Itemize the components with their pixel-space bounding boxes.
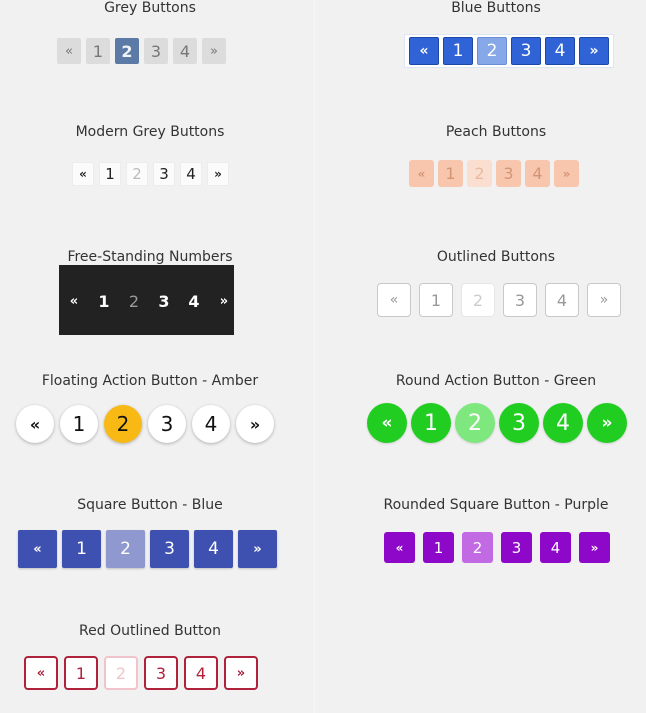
pagination bbox=[24, 656, 264, 690]
next-button[interactable]: » bbox=[236, 405, 274, 443]
page-button-1[interactable]: 1 bbox=[99, 162, 121, 186]
prev-button[interactable]: « bbox=[16, 405, 54, 443]
page-button-2-active[interactable]: 2 bbox=[461, 283, 495, 317]
next-button[interactable]: » bbox=[238, 530, 277, 568]
page-button-4[interactable]: 4 bbox=[192, 405, 230, 443]
page-button-4[interactable]: 4 bbox=[545, 37, 575, 65]
section-title: Floating Action Button - Amber bbox=[41, 373, 259, 389]
section-title: Free-Standing Numbers bbox=[67, 249, 233, 265]
blue-buttons-section bbox=[346, 0, 646, 75]
page-button-2-active[interactable]: 2 bbox=[104, 656, 138, 690]
pagination bbox=[409, 160, 583, 187]
prev-button[interactable]: « bbox=[24, 656, 58, 690]
modern-grey-buttons-section bbox=[0, 124, 300, 194]
section-title: Peach Buttons bbox=[445, 124, 547, 140]
page-button-2-active[interactable]: 2 bbox=[126, 162, 148, 186]
page-button-3[interactable]: 3 bbox=[501, 532, 532, 563]
page-button-1[interactable]: 1 bbox=[62, 530, 101, 568]
square-blue-section bbox=[0, 497, 300, 577]
page-button-1[interactable]: 1 bbox=[443, 37, 473, 65]
page-button-3[interactable]: 3 bbox=[148, 405, 186, 443]
prev-button[interactable]: « bbox=[18, 530, 57, 568]
page-button-3[interactable]: 3 bbox=[499, 403, 539, 443]
page-button-4[interactable]: 4 bbox=[543, 403, 583, 443]
page-button-4[interactable]: 4 bbox=[188, 291, 200, 311]
prev-button[interactable]: « bbox=[69, 293, 79, 309]
pagination bbox=[72, 162, 234, 186]
section-title: Red Outlined Button bbox=[79, 623, 221, 639]
prev-button[interactable]: « bbox=[367, 403, 407, 443]
prev-button[interactable]: « bbox=[72, 162, 94, 186]
next-button[interactable]: » bbox=[587, 403, 627, 443]
next-button[interactable]: » bbox=[202, 38, 226, 64]
prev-button[interactable]: « bbox=[377, 283, 411, 317]
grey-buttons-section bbox=[0, 0, 300, 75]
section-title: Round Action Button - Green bbox=[395, 373, 597, 389]
page-button-4[interactable]: 4 bbox=[540, 532, 571, 563]
amber-fab-section bbox=[0, 373, 300, 453]
purple-rounded-square-section bbox=[346, 497, 646, 577]
page-button-4[interactable]: 4 bbox=[545, 283, 579, 317]
section-title: Modern Grey Buttons bbox=[75, 124, 225, 140]
prev-button[interactable]: « bbox=[409, 37, 439, 65]
page-button-1[interactable]: 1 bbox=[438, 160, 463, 187]
next-button[interactable]: » bbox=[224, 656, 258, 690]
page-button-3[interactable]: 3 bbox=[158, 291, 170, 311]
outlined-buttons-section bbox=[346, 249, 646, 329]
green-round-section bbox=[346, 373, 646, 453]
page-button-3[interactable]: 3 bbox=[144, 38, 168, 64]
page-button-4[interactable]: 4 bbox=[525, 160, 550, 187]
page-button-2-active[interactable]: 2 bbox=[104, 405, 142, 443]
page-button-2-active[interactable]: 2 bbox=[115, 38, 139, 64]
page-button-1[interactable]: 1 bbox=[64, 656, 98, 690]
page-button-1[interactable]: 1 bbox=[419, 283, 453, 317]
page-button-1[interactable]: 1 bbox=[423, 532, 454, 563]
page-button-3[interactable]: 3 bbox=[511, 37, 541, 65]
page-button-1[interactable]: 1 bbox=[411, 403, 451, 443]
page-button-2-active[interactable]: 2 bbox=[462, 532, 493, 563]
next-button[interactable]: » bbox=[579, 37, 609, 65]
page-button-4[interactable]: 4 bbox=[173, 38, 197, 64]
next-button[interactable]: » bbox=[219, 293, 229, 309]
pagination bbox=[57, 38, 231, 64]
prev-button[interactable]: « bbox=[384, 532, 415, 563]
page-button-3[interactable]: 3 bbox=[503, 283, 537, 317]
red-outlined-section bbox=[0, 623, 300, 703]
next-button[interactable]: » bbox=[207, 162, 229, 186]
page-button-4[interactable]: 4 bbox=[180, 162, 202, 186]
page-button-2-active[interactable]: 2 bbox=[128, 291, 140, 311]
page-button-1[interactable]: 1 bbox=[98, 291, 110, 311]
page-button-2-active[interactable]: 2 bbox=[477, 37, 507, 65]
section-title: Outlined Buttons bbox=[436, 249, 556, 265]
pagination bbox=[367, 403, 631, 443]
page-button-1[interactable]: 1 bbox=[86, 38, 110, 64]
section-title: Blue Buttons bbox=[451, 0, 541, 16]
pagination bbox=[18, 530, 282, 568]
page-button-4[interactable]: 4 bbox=[194, 530, 233, 568]
pagination bbox=[377, 283, 629, 317]
column-divider bbox=[314, 0, 315, 713]
page-button-3[interactable]: 3 bbox=[150, 530, 189, 568]
section-title: Square Button - Blue bbox=[77, 497, 223, 513]
page-button-2-active[interactable]: 2 bbox=[106, 530, 145, 568]
pagination bbox=[404, 34, 614, 68]
peach-buttons-section bbox=[346, 124, 646, 194]
page-button-2-active[interactable]: 2 bbox=[467, 160, 492, 187]
prev-button[interactable]: « bbox=[57, 38, 81, 64]
next-button[interactable]: » bbox=[579, 532, 610, 563]
page-button-3[interactable]: 3 bbox=[153, 162, 175, 186]
prev-button[interactable]: « bbox=[409, 160, 434, 187]
free-standing-numbers-section bbox=[0, 249, 300, 339]
page-button-1[interactable]: 1 bbox=[60, 405, 98, 443]
pagination bbox=[384, 532, 618, 563]
page-button-3[interactable]: 3 bbox=[144, 656, 178, 690]
page-button-3[interactable]: 3 bbox=[496, 160, 521, 187]
page-button-4[interactable]: 4 bbox=[184, 656, 218, 690]
pagination bbox=[16, 405, 280, 443]
section-title: Rounded Square Button - Purple bbox=[383, 497, 609, 513]
page-button-2-active[interactable]: 2 bbox=[455, 403, 495, 443]
next-button[interactable]: » bbox=[554, 160, 579, 187]
next-button[interactable]: » bbox=[587, 283, 621, 317]
section-title: Grey Buttons bbox=[104, 0, 196, 16]
pagination bbox=[59, 281, 239, 321]
